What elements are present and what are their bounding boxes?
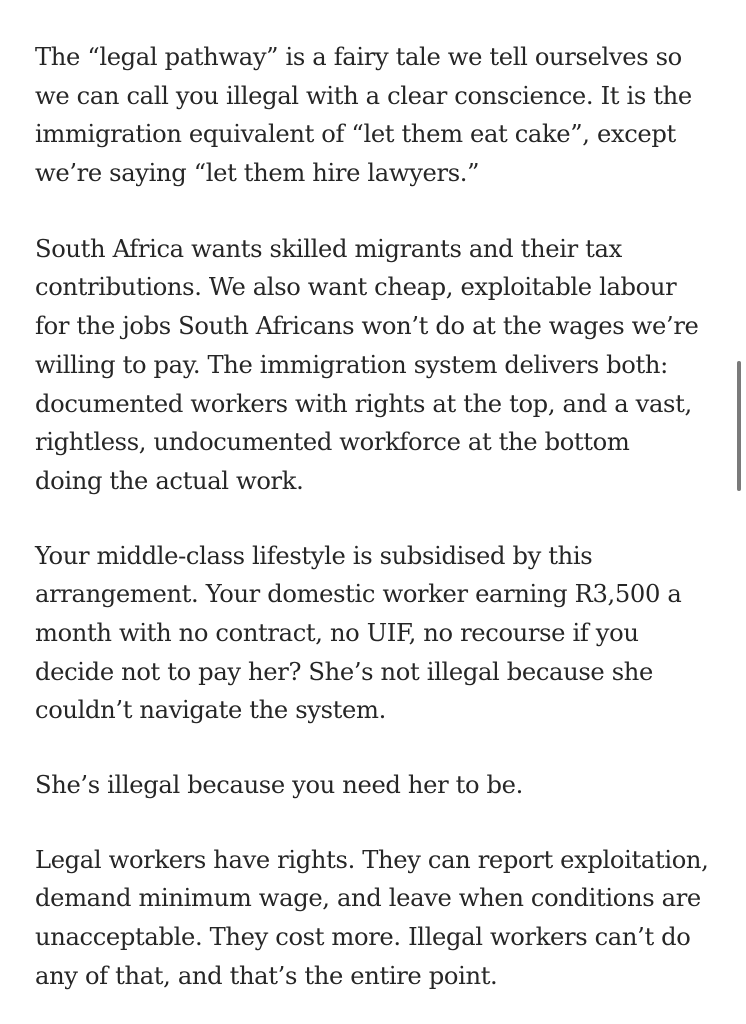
text-line: we’re saying “let them hire lawyers.” <box>35 159 480 188</box>
text-line: She’s illegal because you need her to be. <box>35 771 523 799</box>
text-line: documented workers with rights at the top, and a vast, <box>35 389 692 418</box>
text-line: arrangement. Your domestic worker earning R3,500 a <box>35 580 682 609</box>
text-line: willing to pay. The immigration system delivers both: <box>35 350 668 379</box>
text-line: decide not to pay her? She’s not illegal because she <box>35 657 653 686</box>
text-line: rightless, undocumented workforce at the bottom <box>35 428 630 457</box>
text-line: couldn’t navigate the system. <box>35 696 386 725</box>
paragraph-need-her <box>35 766 725 805</box>
text-line: we can call you illegal with a clear conscience. It is the <box>35 81 692 110</box>
paragraph-spacer <box>35 805 725 841</box>
paragraph-spacer <box>35 193 725 230</box>
text-line: immigration equivalent of “let them eat cake”, except <box>35 120 676 149</box>
text-line: doing the actual work. <box>35 466 304 495</box>
text-line: Legal workers have rights. They can report exploitation, <box>35 845 709 874</box>
paragraph-legal-workers <box>35 841 725 996</box>
paragraph-legal-pathway <box>35 38 725 193</box>
text-line: for the jobs South Africans won’t do at the wages we’re <box>35 312 699 341</box>
text-line: Your middle-class lifestyle is subsidised by this <box>35 541 593 570</box>
text-line: demand minimum wage, and leave when conditions are <box>35 884 701 913</box>
paragraph-spacer <box>35 730 725 766</box>
article-body <box>35 38 725 995</box>
scrollbar-thumb[interactable] <box>737 361 741 491</box>
text-line: The “legal pathway” is a fairy tale we tell ourselves so <box>35 43 682 71</box>
paragraph-middle-class <box>35 537 725 730</box>
text-line: unacceptable. They cost more. Illegal workers can’t do <box>35 923 691 952</box>
text-line: contributions. We also want cheap, exploitable labour <box>35 273 677 302</box>
text-line: any of that, and that’s the entire point. <box>35 961 498 990</box>
text-line: South Africa wants skilled migrants and their tax <box>35 234 622 263</box>
paragraph-skilled-migrants <box>35 230 725 501</box>
text-line: month with no contract, no UIF, no recourse if you <box>35 618 639 647</box>
paragraph-spacer <box>35 501 725 537</box>
